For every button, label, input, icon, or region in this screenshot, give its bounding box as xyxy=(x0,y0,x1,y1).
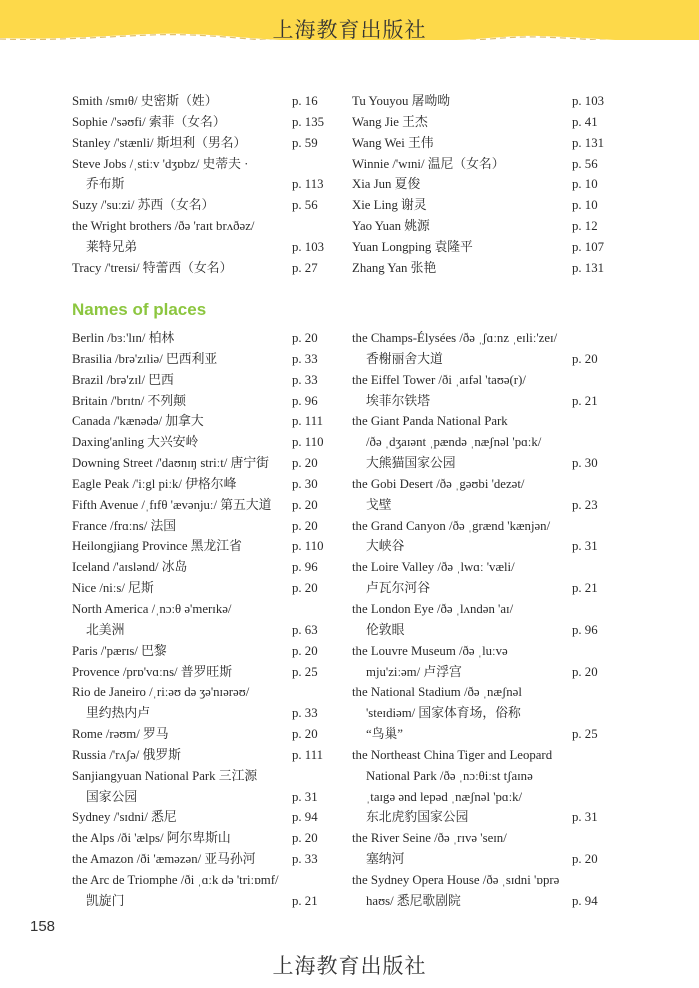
index-entry-line xyxy=(72,891,337,912)
entry-text: 伦敦眼 xyxy=(366,622,405,637)
entry-text: Iceland /'aɪslənd/ 冰岛 xyxy=(72,560,188,575)
entry-text: Nice /niːs/ 尼斯 xyxy=(72,581,154,596)
index-entry-line xyxy=(72,745,337,766)
index-entry-line xyxy=(352,349,617,370)
index-entry-line xyxy=(72,828,337,849)
index-entry-line xyxy=(352,745,617,766)
entry-page-ref: p. 20 xyxy=(292,518,318,533)
index-entry-line xyxy=(352,682,617,703)
entry-text: Yuan Longping 袁隆平 xyxy=(352,239,473,254)
entry-text: the London Eye /ðə ˌlʌndən 'aɪ/ xyxy=(352,601,514,616)
entry-text: Heilongjiang Province 黑龙江省 xyxy=(72,539,242,554)
entry-page-ref: p. 31 xyxy=(572,810,598,825)
index-entry-line xyxy=(72,216,337,237)
entry-text: “鸟巢” xyxy=(366,727,403,742)
entry-text: the Amazon /ði 'æməzən/ 亚马孙河 xyxy=(72,852,256,867)
entry-page-ref: p. 94 xyxy=(292,810,318,825)
entry-page-ref: p. 33 xyxy=(292,372,318,387)
entry-page-ref: p. 96 xyxy=(572,622,598,637)
index-entry-line xyxy=(352,174,617,195)
index-entry-line xyxy=(352,641,617,662)
index-entry-line xyxy=(352,807,617,828)
entry-text: Canada /'kænədə/ 加拿大 xyxy=(72,414,204,429)
entry-text: 香榭丽舍大道 xyxy=(366,351,443,366)
entry-page-ref: p. 10 xyxy=(572,198,598,213)
entry-text: the Loire Valley /ðə ˌlwɑː 'væli/ xyxy=(352,560,515,575)
index-entry-line xyxy=(352,703,617,724)
index-entry-line xyxy=(352,91,617,112)
index-entry-line xyxy=(352,474,617,495)
index-entry-line xyxy=(72,328,337,349)
entry-text: the Alps /ði 'ælps/ 阿尔卑斯山 xyxy=(72,831,231,846)
entry-text: the Champs-Élysées /ðə ˌʃɑːnz ˌeɪliː'zeɪ/ xyxy=(352,331,558,345)
entry-page-ref: p. 103 xyxy=(292,239,324,254)
publisher-watermark-top: 上海教育出版社 xyxy=(272,18,427,42)
entry-text: 塞纳河 xyxy=(366,852,405,867)
entry-page-ref: p. 110 xyxy=(292,435,324,450)
entry-page-ref: p. 135 xyxy=(292,114,324,129)
people-index-right-column xyxy=(352,91,617,279)
index-entry-line xyxy=(352,237,617,258)
index-entry-line xyxy=(72,237,337,258)
entry-text: Fifth Avenue /ˌfɪfθ 'ævənjuː/ 第五大道 xyxy=(72,497,272,512)
entry-page-ref: p. 21 xyxy=(572,393,598,408)
entry-page-ref: p. 12 xyxy=(572,219,598,234)
index-entry-line xyxy=(352,620,617,641)
entry-page-ref: p. 20 xyxy=(572,852,598,867)
entry-text: Winnie /'wɪni/ 温尼（女名） xyxy=(352,156,505,171)
index-entry-line xyxy=(352,258,617,279)
index-entry-line xyxy=(352,578,617,599)
index-entry-line xyxy=(72,349,337,370)
index-entry-line xyxy=(72,91,337,112)
entry-text: France /frɑːns/ 法国 xyxy=(72,518,177,533)
index-entry-line xyxy=(72,662,337,683)
index-entry-line xyxy=(352,495,617,516)
index-entry-line xyxy=(72,724,337,745)
entry-page-ref: p. 107 xyxy=(572,239,604,254)
entry-text: Yao Yuan 姚源 xyxy=(352,219,430,234)
index-entry-line xyxy=(72,391,337,412)
entry-text: Tu Youyou 屠呦呦 xyxy=(352,94,451,108)
page-number: 158 xyxy=(30,918,56,935)
entry-text: 乔布斯 xyxy=(86,177,125,192)
entry-text: North America /ˌnɔːθ ə'merɪkə/ xyxy=(72,601,232,616)
index-entry-line xyxy=(72,703,337,724)
entry-text: the National Stadium /ðə ˌnæʃnəl xyxy=(352,685,522,700)
index-entry-line xyxy=(352,328,617,349)
index-entry-line xyxy=(352,724,617,745)
index-entry-line xyxy=(72,766,337,787)
entry-text: Tracy /'treɪsi/ 特蕾西（女名） xyxy=(72,260,233,275)
entry-text: Daxing'anling 大兴安岭 xyxy=(72,435,199,450)
index-entry-line xyxy=(352,766,617,787)
index-entry-line xyxy=(352,391,617,412)
index-entry-line xyxy=(352,216,617,237)
entry-page-ref: p. 25 xyxy=(572,727,598,742)
index-entry-line xyxy=(72,787,337,808)
index-entry-line xyxy=(72,641,337,662)
entry-page-ref: p. 20 xyxy=(292,831,318,846)
entry-page-ref: p. 31 xyxy=(292,789,318,804)
index-entry-line xyxy=(352,370,617,391)
entry-text: haʊs/ 悉尼歌剧院 xyxy=(366,893,461,908)
entry-page-ref: p. 20 xyxy=(292,456,318,471)
places-index-left-column xyxy=(72,328,337,912)
index-entry-line xyxy=(72,536,337,557)
index-entry-line xyxy=(352,870,617,891)
entry-page-ref: p. 33 xyxy=(292,351,318,366)
entry-text: Xia Jun 夏俊 xyxy=(352,177,421,192)
index-entry-line xyxy=(72,870,337,891)
entry-text: the Gobi Desert /ðə ˌgəʊbi 'dezət/ xyxy=(352,476,525,491)
entry-page-ref: p. 94 xyxy=(572,893,598,908)
entry-page-ref: p. 16 xyxy=(292,94,318,108)
entry-text: the Giant Panda National Park xyxy=(352,414,508,429)
entry-text: 东北虎豹国家公园 xyxy=(366,810,469,825)
entry-page-ref: p. 113 xyxy=(292,177,324,192)
index-entry-line xyxy=(72,195,337,216)
entry-text: 卢瓦尔河谷 xyxy=(366,581,430,596)
entry-text: Brasilia /brə'zɪliə/ 巴西利亚 xyxy=(72,351,218,366)
entry-text: 北美洲 xyxy=(86,622,125,637)
entry-text: Eagle Peak /'iːgl piːk/ 伊格尔峰 xyxy=(72,476,237,491)
entry-page-ref: p. 131 xyxy=(572,260,604,275)
index-entry-line xyxy=(72,516,337,537)
index-entry-line xyxy=(352,662,617,683)
entry-text: the Eiffel Tower /ði ˌaɪfəl 'taʊə(r)/ xyxy=(352,372,526,387)
entry-page-ref: p. 33 xyxy=(292,706,318,721)
entry-page-ref: p. 20 xyxy=(292,727,318,742)
index-entry-line xyxy=(72,174,337,195)
entry-text: mju'ziːəm/ 卢浮宫 xyxy=(366,664,462,679)
entry-text: Sophie /'səʊfi/ 索菲（女名） xyxy=(72,114,226,129)
index-entry-line xyxy=(72,849,337,870)
entry-text: Wang Jie 王杰 xyxy=(352,114,428,129)
entry-page-ref: p. 41 xyxy=(572,114,598,129)
entry-text: Berlin /bɜː'lɪn/ 柏林 xyxy=(72,331,175,345)
entry-text: the Wright brothers /ðə 'raɪt brʌðəz/ xyxy=(72,219,255,234)
entry-page-ref: p. 110 xyxy=(292,539,324,554)
entry-text: 国家公园 xyxy=(86,789,138,804)
entry-page-ref: p. 20 xyxy=(292,497,318,512)
index-entry-line xyxy=(72,154,337,175)
entry-text: Xie Ling 谢灵 xyxy=(352,198,427,213)
index-entry-line xyxy=(72,411,337,432)
index-entry-line xyxy=(72,474,337,495)
entry-page-ref: p. 103 xyxy=(572,94,604,108)
entry-text: Sanjiangyuan National Park 三江源 xyxy=(72,768,258,783)
index-entry-line xyxy=(352,112,617,133)
entry-text: Zhang Yan 张艳 xyxy=(352,260,437,275)
entry-text: the Sydney Opera House /ðə ˌsɪdni 'ɒprə xyxy=(352,872,560,887)
index-entry-line xyxy=(352,536,617,557)
entry-page-ref: p. 27 xyxy=(292,260,318,275)
entry-text: Britain /'brɪtn/ 不列颠 xyxy=(72,393,186,408)
entry-page-ref: p. 21 xyxy=(572,581,598,596)
entry-text: Paris /'pærɪs/ 巴黎 xyxy=(72,643,167,658)
entry-text: /ðə ˌdʒaɪənt ˌpændə ˌnæʃnəl 'pɑːk/ xyxy=(366,435,542,450)
entry-text: 莱特兄弟 xyxy=(86,239,138,254)
entry-page-ref: p. 31 xyxy=(572,539,598,554)
people-index-left-column xyxy=(72,91,337,279)
index-entry-line xyxy=(352,787,617,808)
entry-text: 大熊猫国家公园 xyxy=(366,456,456,471)
entry-text: Rio de Janeiro /ˌriːəʊ də ʒə'nɪərəʊ/ xyxy=(72,685,250,700)
entry-page-ref: p. 111 xyxy=(292,747,324,762)
index-entry-line xyxy=(72,432,337,453)
entry-text: 戈壁 xyxy=(366,497,392,512)
index-entry-line xyxy=(72,557,337,578)
entry-text: the Northeast China Tiger and Leopard xyxy=(352,747,553,762)
entry-page-ref: p. 33 xyxy=(292,852,318,867)
entry-text: 埃菲尔铁塔 xyxy=(366,393,430,408)
entry-page-ref: p. 131 xyxy=(572,135,604,150)
entry-text: Downing Street /'daʊnɪŋ striːt/ 唐宁街 xyxy=(72,456,269,471)
index-entry-line xyxy=(352,849,617,870)
index-entry-line xyxy=(352,195,617,216)
index-entry-line xyxy=(352,453,617,474)
entry-text: Brazil /brə'zɪl/ 巴西 xyxy=(72,372,174,387)
index-entry-line xyxy=(72,807,337,828)
entry-text: Steve Jobs /ˌstiːv 'dʒɒbz/ 史蒂夫 · xyxy=(72,156,249,171)
entry-page-ref: p. 111 xyxy=(292,414,324,429)
entry-text: Provence /prɒ'vɑːns/ 普罗旺斯 xyxy=(72,664,232,679)
index-entry-line xyxy=(72,133,337,154)
entry-text: 里约热内卢 xyxy=(86,706,150,721)
index-entry-line xyxy=(72,599,337,620)
entry-page-ref: p. 30 xyxy=(572,456,598,471)
entry-text: the River Seine /ðə ˌrɪvə 'seɪn/ xyxy=(352,831,507,846)
entry-page-ref: p. 56 xyxy=(572,156,598,171)
section-heading-names-of-places: Names of places xyxy=(72,300,207,319)
entry-page-ref: p. 59 xyxy=(292,135,318,150)
index-entry-line xyxy=(72,682,337,703)
entry-page-ref: p. 96 xyxy=(292,393,318,408)
entry-page-ref: p. 63 xyxy=(292,622,318,637)
entry-page-ref: p. 20 xyxy=(572,351,598,366)
entry-text: Sydney /'sɪdni/ 悉尼 xyxy=(72,810,177,825)
index-entry-line xyxy=(352,828,617,849)
entry-page-ref: p. 56 xyxy=(292,198,318,213)
index-entry-line xyxy=(72,578,337,599)
entry-page-ref: p. 23 xyxy=(572,497,598,512)
entry-page-ref: p. 96 xyxy=(292,560,318,575)
index-entry-line xyxy=(72,370,337,391)
entry-page-ref: p. 30 xyxy=(292,476,318,491)
publisher-watermark-bottom: 上海教育出版社 xyxy=(272,954,427,978)
index-entry-line xyxy=(352,133,617,154)
entry-text: Wang Wei 王伟 xyxy=(352,135,434,150)
entry-page-ref: p. 21 xyxy=(292,893,318,908)
entry-page-ref: p. 20 xyxy=(292,643,318,658)
index-entry-line xyxy=(352,432,617,453)
index-entry-line xyxy=(72,258,337,279)
entry-text: ˌtaɪgə ənd lepəd ˌnæʃnəl 'pɑːk/ xyxy=(366,789,523,804)
entry-text: Russia /'rʌʃə/ 俄罗斯 xyxy=(72,747,181,762)
index-entry-line xyxy=(72,453,337,474)
index-entry-line xyxy=(72,495,337,516)
entry-text: Smith /smɪθ/ 史密斯（姓） xyxy=(72,94,218,108)
places-index-right-column xyxy=(352,328,617,912)
entry-page-ref: p. 20 xyxy=(292,331,318,345)
entry-text: Stanley /'stænli/ 斯坦利（男名） xyxy=(72,135,247,150)
index-entry-line xyxy=(352,411,617,432)
entry-text: Rome /rəʊm/ 罗马 xyxy=(72,727,169,742)
entry-text: National Park /ðə ˌnɔːθiːst tʃaɪnə xyxy=(366,768,533,783)
index-entry-line xyxy=(352,891,617,912)
index-entry-line xyxy=(352,516,617,537)
entry-text: 大峡谷 xyxy=(366,539,405,554)
index-entry-line xyxy=(352,557,617,578)
entry-page-ref: p. 20 xyxy=(292,581,318,596)
entry-text: Suzy /'suːzi/ 苏西（女名） xyxy=(72,198,215,213)
entry-text: the Arc de Triomphe /ði ˌɑːk də 'triːɒmf/ xyxy=(72,872,279,887)
entry-text: the Louvre Museum /ðə ˌluːvə xyxy=(352,643,508,658)
index-entry-line xyxy=(352,599,617,620)
entry-text: the Grand Canyon /ðə ˌgrænd 'kænjən/ xyxy=(352,518,551,533)
entry-page-ref: p. 20 xyxy=(572,664,598,679)
entry-page-ref: p. 25 xyxy=(292,664,318,679)
entry-page-ref: p. 10 xyxy=(572,177,598,192)
index-entry-line xyxy=(72,620,337,641)
index-entry-line xyxy=(72,112,337,133)
entry-text: 凯旋门 xyxy=(86,893,125,908)
entry-text: 'steɪdiəm/ 国家体育场，俗称 xyxy=(366,706,521,721)
index-entry-line xyxy=(352,154,617,175)
